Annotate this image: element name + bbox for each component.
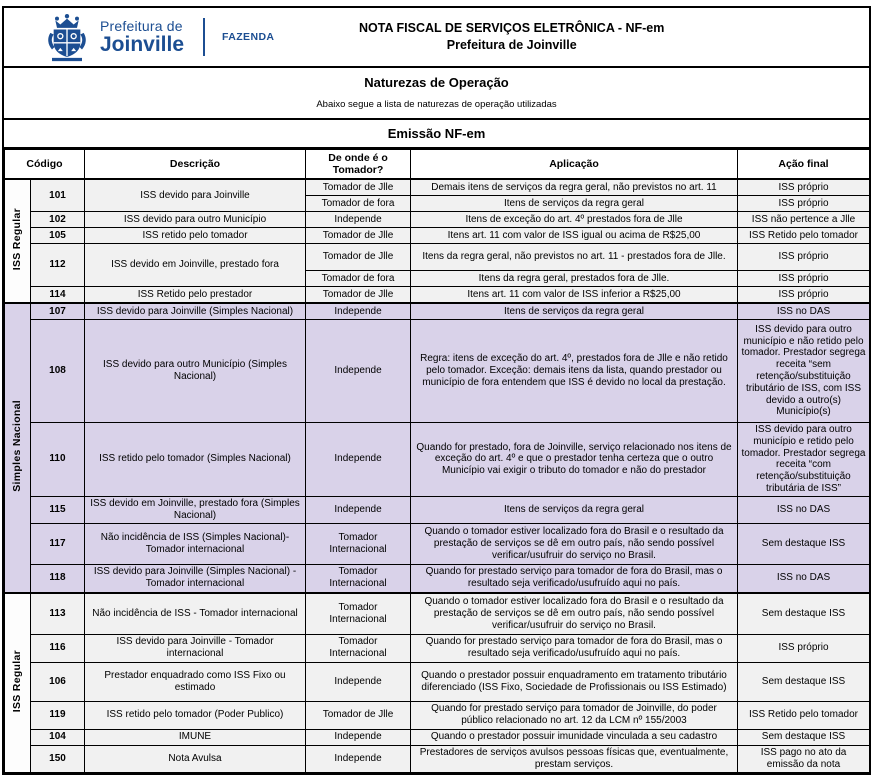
aplicacao-cell: Itens de exceção do art. 4º prestados fora de Jlle	[411, 212, 738, 228]
code-cell: 118	[31, 564, 85, 593]
aplicacao-cell: Itens art. 11 com valor de ISS igual ou acima de R$25,00	[411, 228, 738, 244]
tomador-cell: Independe	[306, 303, 411, 320]
code-cell: 104	[31, 729, 85, 745]
tomador-cell: Tomador de Jlle	[306, 179, 411, 196]
logo-department-label: FAZENDA	[222, 31, 275, 43]
code-cell: 102	[31, 212, 85, 228]
column-header-descricao: Descrição	[85, 150, 306, 180]
logo-line2: Joinville	[100, 33, 185, 56]
column-header-aplicacao: Aplicação	[411, 150, 738, 180]
table-row	[5, 523, 870, 564]
group-label-cell	[5, 179, 31, 303]
tomador-cell: Tomador de Jlle	[306, 228, 411, 244]
group-label-cell	[5, 593, 31, 773]
acao-cell: ISS não pertence a Jlle	[738, 212, 870, 228]
tomador-cell: Tomador de fora	[306, 271, 411, 287]
aplicacao-cell: Itens da regra geral, prestados fora de Jlle.	[411, 271, 738, 287]
table-row	[5, 212, 870, 228]
aplicacao-cell: Quando for prestado, fora de Joinville, serviço relacionado nos itens de exceção do art. 4º e que o prestador tenha certeza que o outro Município vai exigir o tributo do tomador e não do prestador	[411, 423, 738, 497]
group-label: Simples Nacional	[11, 400, 24, 492]
document-title	[274, 20, 869, 54]
document-header	[4, 8, 869, 68]
aplicacao-cell: Itens da regra geral, não previstos no art. 11 - prestados fora de Jlle.	[411, 244, 738, 271]
aplicacao-cell: Quando o tomador estiver localizado fora do Brasil e o resultado da prestação de serviços se dê em outro país, não sendo possível verificar/usufruir do serviço no Brasil.	[411, 593, 738, 635]
code-cell: 117	[31, 523, 85, 564]
acao-cell: ISS Retido pelo tomador	[738, 228, 870, 244]
code-cell: 116	[31, 634, 85, 662]
logo-line1: Prefeitura de	[100, 18, 183, 34]
acao-cell: ISS Retido pelo tomador	[738, 701, 870, 729]
acao-cell: ISS devido para outro município e não retido pelo tomador. Prestador segrega receita “sem retenção/substituição tributário de ISS, com ISS devido a outro(s) Município(s)	[738, 320, 870, 423]
tomador-cell: Independe	[306, 662, 411, 701]
table-row	[5, 662, 870, 701]
desc-cell: ISS retido pelo tomador (Poder Publico)	[85, 701, 306, 729]
table-row	[5, 593, 870, 635]
table-row	[5, 701, 870, 729]
tomador-cell: Independe	[306, 212, 411, 228]
code-cell: 106	[31, 662, 85, 701]
tomador-cell: Tomador de fora	[306, 196, 411, 212]
desc-cell: ISS devido em Joinville, prestado fora (Simples Nacional)	[85, 496, 306, 523]
code-cell: 105	[31, 228, 85, 244]
acao-cell: ISS devido para outro município e retido pelo tomador. Prestador segrega receita “com retenção/substituição tributária de ISS”	[738, 423, 870, 497]
aplicacao-cell: Quando o prestador possuir enquadramento em tratamento tributário diferenciado (ISS Fixo, Sociedade de Profissionais ou ISS Estimado)	[411, 662, 738, 701]
aplicacao-cell: Demais itens de serviços da regra geral, não previstos no art. 11	[411, 179, 738, 196]
logo-divider	[203, 18, 205, 56]
acao-cell: ISS próprio	[738, 271, 870, 287]
acao-cell: ISS próprio	[738, 179, 870, 196]
aplicacao-cell: Quando o prestador possuir imunidade vinculada a seu cadastro	[411, 729, 738, 745]
acao-cell: Sem destaque ISS	[738, 523, 870, 564]
table-row	[5, 496, 870, 523]
joinville-logo	[42, 11, 274, 63]
acao-cell: ISS pago no ato da emissão da nota	[738, 745, 870, 772]
tomador-cell: Independe	[306, 423, 411, 497]
aplicacao-cell: Prestadores de serviços avulsos pessoas físicas que, eventualmente, prestam serviços.	[411, 745, 738, 772]
desc-cell: Não incidência de ISS - Tomador internacional	[85, 593, 306, 635]
aplicacao-cell: Quando o tomador estiver localizado fora do Brasil e o resultado da prestação de serviços se dê em outro país, não sendo possível verificar/usufruir do serviço no Brasil.	[411, 523, 738, 564]
acao-cell: ISS próprio	[738, 196, 870, 212]
section-subtitle: Abaixo segue a lista de naturezas de operação utilizadas	[316, 99, 557, 110]
acao-cell: ISS próprio	[738, 287, 870, 304]
table-row	[5, 320, 870, 423]
desc-cell: Não incidência de ISS (Simples Nacional)- Tomador internacional	[85, 523, 306, 564]
aplicacao-cell: Quando for prestado serviço para tomador de fora do Brasil, mas o resultado seja verificado/usufruído aqui no país.	[411, 564, 738, 593]
aplicacao-cell: Regra: itens de exceção do art. 4º, prestados fora de Jlle e não retido pelo tomador. Exceção: demais itens da lista, quando prestador ou município de fora entendem que ISS é devido no local da prestação.	[411, 320, 738, 423]
desc-cell: ISS retido pelo tomador (Simples Nacional)	[85, 423, 306, 497]
document-page	[2, 6, 871, 775]
code-cell: 107	[31, 303, 85, 320]
tomador-cell: Tomador de Jlle	[306, 244, 411, 271]
column-header-tomador: De onde é o Tomador?	[306, 150, 411, 180]
document-title-line2: Prefeitura de Joinville	[446, 38, 577, 52]
table-row	[5, 228, 870, 244]
acao-cell: ISS no DAS	[738, 496, 870, 523]
code-cell: 119	[31, 701, 85, 729]
column-header-acao-final: Ação final	[738, 150, 870, 180]
column-header-codigo: Código	[5, 150, 85, 180]
table-row	[5, 179, 870, 196]
acao-cell: ISS no DAS	[738, 564, 870, 593]
tomador-cell: Independe	[306, 320, 411, 423]
code-cell: 114	[31, 287, 85, 304]
group-label-cell	[5, 303, 31, 593]
table-row	[5, 745, 870, 772]
code-cell: 115	[31, 496, 85, 523]
table-title: Emissão NF-em	[4, 120, 869, 149]
code-cell: 108	[31, 320, 85, 423]
acao-cell: ISS no DAS	[738, 303, 870, 320]
desc-cell: Nota Avulsa	[85, 745, 306, 772]
section-header	[4, 68, 869, 120]
table-row	[5, 303, 870, 320]
tomador-cell: Tomador Internacional	[306, 593, 411, 635]
tomador-cell: Independe	[306, 729, 411, 745]
tomador-cell: Tomador Internacional	[306, 523, 411, 564]
desc-cell: ISS devido para outro Município (Simples Nacional)	[85, 320, 306, 423]
table-row	[5, 423, 870, 497]
desc-cell: ISS devido para Joinville (Simples Nacional) - Tomador internacional	[85, 564, 306, 593]
code-cell: 113	[31, 593, 85, 635]
desc-cell: ISS Retido pelo prestador	[85, 287, 306, 304]
aplicacao-cell: Itens de serviços da regra geral	[411, 303, 738, 320]
aplicacao-cell: Itens de serviços da regra geral	[411, 196, 738, 212]
aplicacao-cell: Itens de serviços da regra geral	[411, 496, 738, 523]
desc-cell: ISS devido para Joinville - Tomador internacional	[85, 634, 306, 662]
table-row	[5, 634, 870, 662]
acao-cell: ISS próprio	[738, 244, 870, 271]
coat-of-arms-icon	[42, 11, 92, 63]
desc-cell: Prestador enquadrado como ISS Fixo ou estimado	[85, 662, 306, 701]
desc-cell: ISS devido para Joinville	[85, 179, 306, 212]
desc-cell: ISS retido pelo tomador	[85, 228, 306, 244]
table-row	[5, 287, 870, 304]
tomador-cell: Independe	[306, 496, 411, 523]
tomador-cell: Tomador Internacional	[306, 564, 411, 593]
tomador-cell: Tomador de Jlle	[306, 287, 411, 304]
code-cell: 101	[31, 179, 85, 212]
tomador-cell: Tomador de Jlle	[306, 701, 411, 729]
tomador-cell: Tomador Internacional	[306, 634, 411, 662]
group-label: ISS Regular	[11, 649, 24, 712]
naturezas-operacao-table	[4, 149, 870, 773]
table-row	[5, 244, 870, 271]
code-cell: 110	[31, 423, 85, 497]
table-row	[5, 564, 870, 593]
acao-cell: Sem destaque ISS	[738, 662, 870, 701]
code-cell: 112	[31, 244, 85, 287]
desc-cell: ISS devido para Joinville (Simples Nacional)	[85, 303, 306, 320]
aplicacao-cell: Quando for prestado serviço para tomador de Joinville, do poder público relacionado no art. 12 da LCM nº 155/2003	[411, 701, 738, 729]
document-title-line1: NOTA FISCAL DE SERVIÇOS ELETRÔNICA - NF-em	[359, 21, 665, 36]
code-cell: 150	[31, 745, 85, 772]
tomador-cell: Independe	[306, 745, 411, 772]
logo-text	[100, 19, 184, 55]
aplicacao-cell: Quando for prestado serviço para tomador de fora do Brasil, mas o resultado seja verificado/usufruído aqui no país.	[411, 634, 738, 662]
desc-cell: ISS devido em Joinville, prestado fora	[85, 244, 306, 287]
acao-cell: Sem destaque ISS	[738, 729, 870, 745]
aplicacao-cell: Itens art. 11 com valor de ISS inferior a R$25,00	[411, 287, 738, 304]
acao-cell: ISS próprio	[738, 634, 870, 662]
table-header-row	[5, 150, 870, 180]
acao-cell: Sem destaque ISS	[738, 593, 870, 635]
table-row	[5, 729, 870, 745]
desc-cell: IMUNE	[85, 729, 306, 745]
group-label: ISS Regular	[11, 207, 24, 271]
section-title: Naturezas de Operação	[364, 75, 509, 90]
desc-cell: ISS devido para outro Município	[85, 212, 306, 228]
